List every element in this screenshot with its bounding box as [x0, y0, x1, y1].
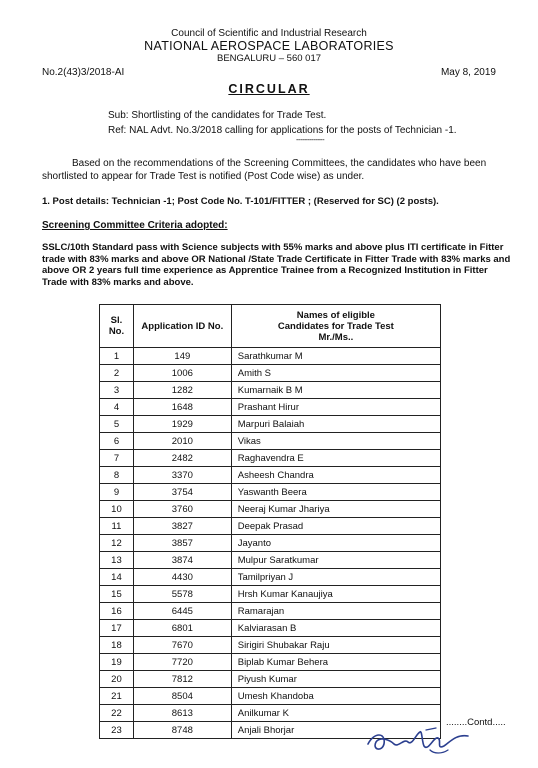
row-app-id: 1282	[133, 382, 231, 399]
row-sl: 23	[100, 722, 134, 739]
table-row	[100, 450, 441, 467]
col-header-names	[231, 305, 440, 348]
row-sl: 17	[100, 620, 134, 637]
row-app-id: 3754	[133, 484, 231, 501]
col-header-names-line2: Candidates for Trade Test	[277, 320, 394, 332]
row-sl: 19	[100, 654, 134, 671]
row-name: Raghavendra E	[231, 450, 440, 467]
table-row	[100, 552, 441, 569]
post-details: 1. Post details: Technician -1; Post Code No. T-101/FITTER ; (Reserved for SC) (2 posts).	[42, 196, 439, 207]
intro-paragraph: Based on the recommendations of the Screening Committees, the candidates who have been shortlisted to appear for Trade Test is notified (Post Code wise) as under.	[42, 158, 487, 182]
row-sl: 2	[100, 365, 134, 382]
reference-number: No.2(43)3/2018-AI	[42, 67, 125, 78]
row-app-id: 149	[133, 348, 231, 365]
table-row	[100, 620, 441, 637]
row-sl: 12	[100, 535, 134, 552]
table-row	[100, 399, 441, 416]
table-row	[100, 688, 441, 705]
row-name: Sirigiri Shubakar Raju	[231, 637, 440, 654]
table-row	[100, 433, 441, 450]
row-name: Yaswanth Beera	[231, 484, 440, 501]
table-row	[100, 705, 441, 722]
row-name: Deepak Prasad	[231, 518, 440, 535]
table-row	[100, 416, 441, 433]
row-sl: 10	[100, 501, 134, 518]
row-sl: 4	[100, 399, 134, 416]
table-row	[100, 484, 441, 501]
row-app-id: 6445	[133, 603, 231, 620]
col-header-names-line1: Names of eligible	[296, 309, 375, 321]
table-row	[100, 348, 441, 365]
row-app-id: 3827	[133, 518, 231, 535]
row-app-id: 2482	[133, 450, 231, 467]
row-app-id: 7812	[133, 671, 231, 688]
circular-title: CIRCULAR	[228, 82, 310, 96]
reference-line: Ref: NAL Advt. No.3/2018 calling for applications for the posts of Technician -1.	[108, 125, 457, 136]
row-name: Asheesh Chandra	[231, 467, 440, 484]
row-name: Mulpur Saratkumar	[231, 552, 440, 569]
row-app-id: 5578	[133, 586, 231, 603]
row-name: Piyush Kumar	[231, 671, 440, 688]
circular-date: May 8, 2019	[440, 67, 496, 78]
table-row	[100, 637, 441, 654]
row-name: Anilkumar K	[231, 705, 440, 722]
table-row	[100, 654, 441, 671]
row-name: Prashant Hirur	[231, 399, 440, 416]
row-sl: 7	[100, 450, 134, 467]
row-name: Umesh Khandoba	[231, 688, 440, 705]
subject-line: Sub: Shortlisting of the candidates for Trade Test.	[108, 110, 327, 121]
row-name: Neeraj Kumar Jhariya	[231, 501, 440, 518]
row-name: Kumarnaik B M	[231, 382, 440, 399]
org-address: BENGALURU – 560 017	[216, 53, 322, 64]
row-name: Kalviarasan B	[231, 620, 440, 637]
row-name: Amith S	[231, 365, 440, 382]
divider-dashes: -------------	[296, 135, 325, 144]
row-app-id: 8748	[133, 722, 231, 739]
row-app-id: 3370	[133, 467, 231, 484]
org-name: NATIONAL AEROSPACE LABORATORIES	[144, 39, 394, 53]
row-app-id: 6801	[133, 620, 231, 637]
table-row	[100, 365, 441, 382]
row-name: Anjali Bhorjar	[231, 722, 440, 739]
table-row	[100, 501, 441, 518]
row-sl: 1	[100, 348, 134, 365]
row-sl: 20	[100, 671, 134, 688]
row-app-id: 2010	[133, 433, 231, 450]
row-name: Tamilpriyan J	[231, 569, 440, 586]
col-header-sl-line2: No.	[108, 326, 125, 337]
col-header-sl	[100, 305, 134, 348]
criteria-heading: Screening Committee Criteria adopted:	[42, 220, 228, 231]
criteria-text: SSLC/10th Standard pass with Science subjects with 55% marks and above plus ITI certificate in Fitter trade with 83% marks and above OR National /State Trade Certificate in Fitter Trade with 83% marks and above OR 2 years full time experience as Apprentice Trainee from a Recognized Institution in Fitter Trade with 83% marks and above.	[42, 242, 511, 288]
row-sl: 8	[100, 467, 134, 484]
row-name: Biplab Kumar Behera	[231, 654, 440, 671]
row-name: Hrsh Kumar Kanaujiya	[231, 586, 440, 603]
row-sl: 13	[100, 552, 134, 569]
table-header-row	[100, 305, 441, 348]
row-name: Jayanto	[231, 535, 440, 552]
table-row	[100, 535, 441, 552]
row-sl: 18	[100, 637, 134, 654]
row-app-id: 4430	[133, 569, 231, 586]
row-sl: 11	[100, 518, 134, 535]
row-app-id: 3760	[133, 501, 231, 518]
row-sl: 16	[100, 603, 134, 620]
row-app-id: 7670	[133, 637, 231, 654]
row-app-id: 1929	[133, 416, 231, 433]
row-app-id: 8613	[133, 705, 231, 722]
table-row	[100, 467, 441, 484]
col-header-names-line3: Mr./Ms..	[318, 331, 354, 343]
table-row	[100, 586, 441, 603]
candidates-table	[99, 304, 441, 739]
continued-note: ........Contd.....	[446, 717, 506, 728]
row-sl: 9	[100, 484, 134, 501]
table-row	[100, 569, 441, 586]
row-name: Vikas	[231, 433, 440, 450]
row-sl: 22	[100, 705, 134, 722]
row-sl: 14	[100, 569, 134, 586]
row-name: Ramarajan	[231, 603, 440, 620]
col-header-app-id: Application ID No.	[133, 305, 231, 348]
table-body	[100, 348, 441, 739]
table-row	[100, 518, 441, 535]
row-app-id: 3857	[133, 535, 231, 552]
row-name: Marpuri Balaiah	[231, 416, 440, 433]
row-name: Sarathkumar M	[231, 348, 440, 365]
row-app-id: 1648	[133, 399, 231, 416]
col-header-sl-line1: Sl.	[110, 315, 123, 326]
row-sl: 15	[100, 586, 134, 603]
row-app-id: 7720	[133, 654, 231, 671]
table-row	[100, 671, 441, 688]
org-council: Council of Scientific and Industrial Research	[171, 28, 367, 39]
row-app-id: 1006	[133, 365, 231, 382]
table-row	[100, 603, 441, 620]
signature	[364, 724, 472, 756]
table-row	[100, 382, 441, 399]
row-sl: 6	[100, 433, 134, 450]
row-app-id: 3874	[133, 552, 231, 569]
row-sl: 5	[100, 416, 134, 433]
row-app-id: 8504	[133, 688, 231, 705]
row-sl: 21	[100, 688, 134, 705]
row-sl: 3	[100, 382, 134, 399]
